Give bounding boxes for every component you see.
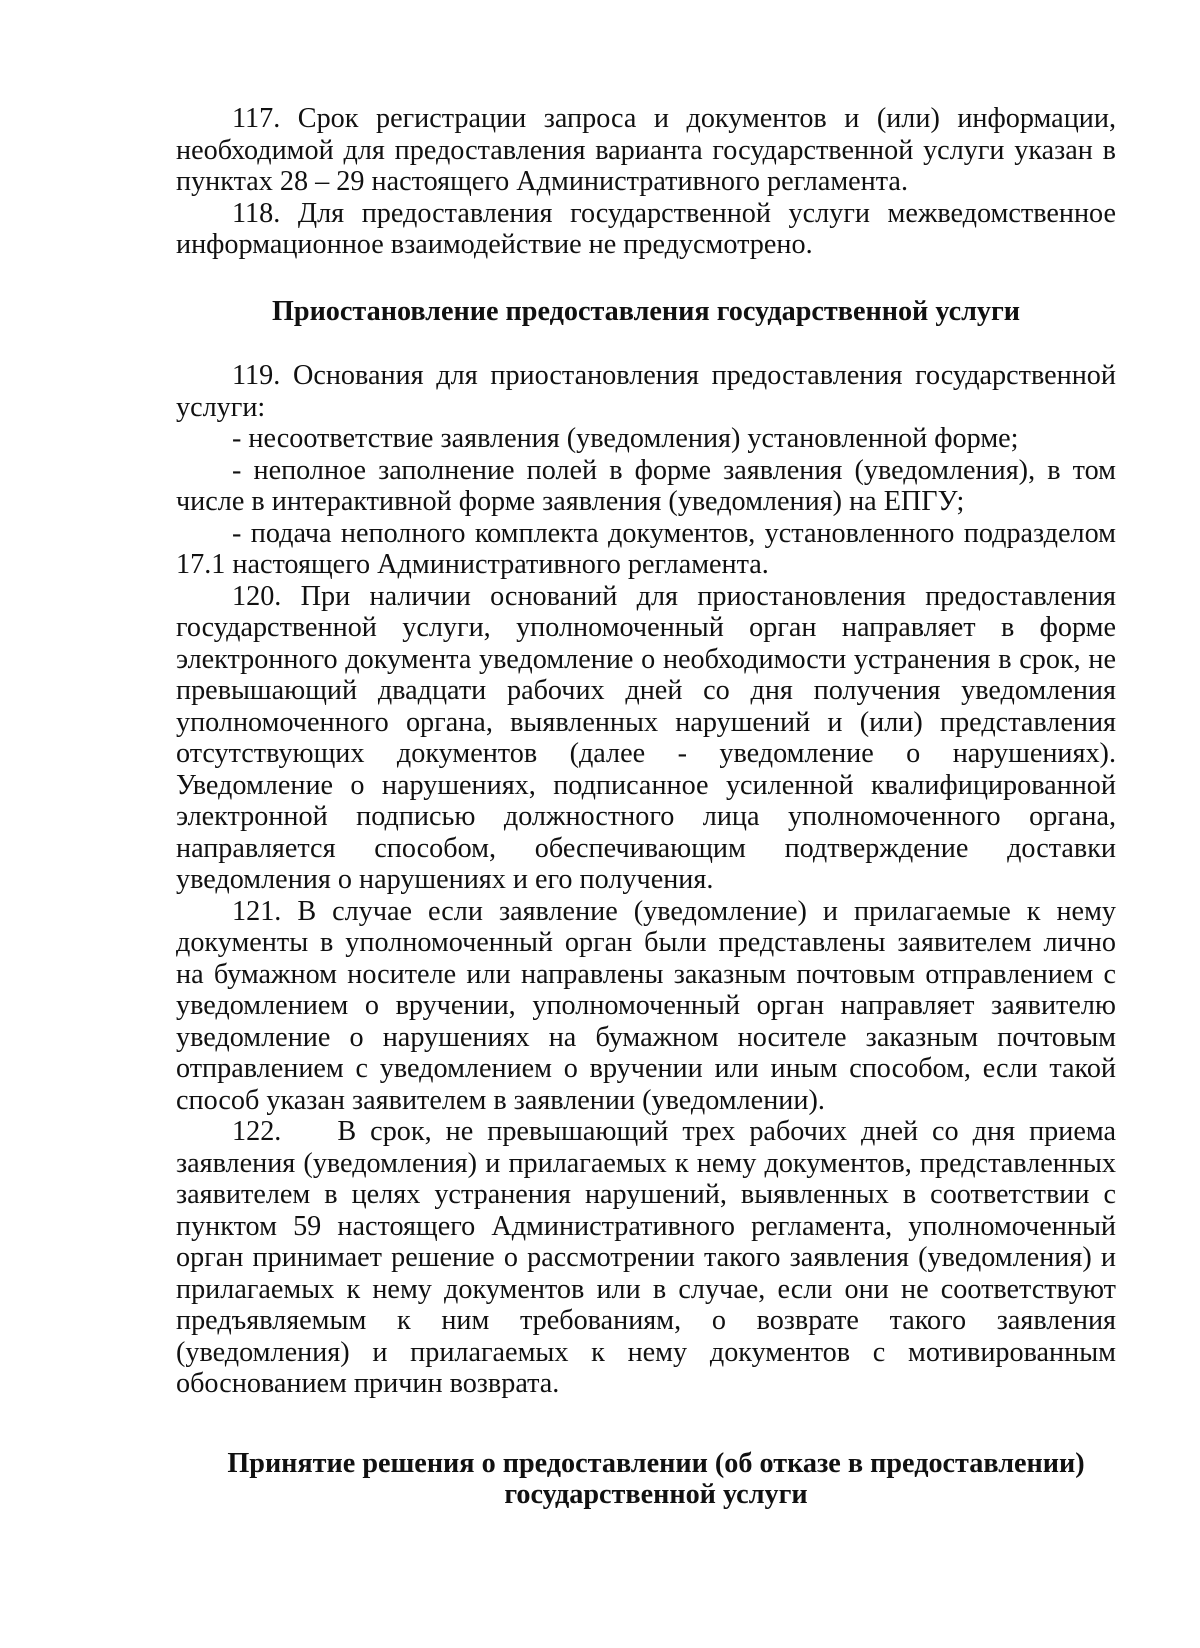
- document-body: [176, 103, 1124, 1511]
- section-heading-decision-line2: государственной услуги: [504, 1479, 808, 1510]
- section-heading-suspension: Приостановление предоставления государственной услуги: [271, 295, 1021, 327]
- bullet-item: - неполное заполнение полей в форме заявления (уведомления), в том числе в интерактивной форме заявления (уведомления) на ЕПГУ;: [176, 454, 1116, 517]
- paragraph-121: 121. В случае если заявление (уведомление) и прилагаемые к нему документы в уполномоченный орган были представлены заявителем лично на бумажном носителе или направлены заказным почтовым отправлением с уведомлением о вручении, уполномоченный орган направляет заявителю уведомление о нарушениях на бумажном носителе заказным почтовым отправлением с уведомлением о вручении или иным способом, если такой способ указан заявителем в заявлении (уведомлении).: [176, 895, 1116, 1116]
- bullet-item: - несоответствие заявления (уведомления) установленной форме;: [232, 423, 1019, 454]
- paragraph-120: 120. При наличии оснований для приостановления предоставления государственной услуги, уполномоченный орган направляет в форме электронного документа уведомление о необходимости устранения в срок, не превышающий двадцати рабочих дней со дня получения уведомления уполномоченного органа, выявленных нарушений и (или) представления отсутствующих документов (далее - уведомление о нарушениях). Уведомление о нарушениях, подписанное усиленной квалифицированной электронной подписью должностного лица уполномоченного органа, направляется способом, обеспечивающим подтверждение доставки уведомления о нарушениях и его получения.: [176, 580, 1116, 895]
- paragraph-119: 119. Основания для приостановления предоставления государственной услуги:: [176, 360, 1116, 423]
- section-heading-decision-line1: Принятие решения о предоставлении (об отказе в предоставлении): [227, 1447, 1085, 1479]
- bullet-item: - подача неполного комплекта документов, установленного подразделом 17.1 настоящего Административного регламента.: [176, 517, 1116, 580]
- section-heading-decision: [176, 1448, 1116, 1511]
- paragraph-118: 118. Для предоставления государственной услуги межведомственное информационное взаимодействие не предусмотрено.: [176, 197, 1116, 260]
- paragraph-117: 117. Срок регистрации запроса и документов и (или) информации, необходимой для предоставления варианта государственной услуги указан в пунктах 28 – 29 настоящего Административного регламента.: [176, 103, 1116, 197]
- paragraph-122: 122. В срок, не превышающий трех рабочих дней со дня приема заявления (уведомления) и прилагаемых к нему документов, представленных заявителем в целях устранения нарушений, выявленных в соответствии с пунктом 59 настоящего Административного регламента, уполномоченный орган принимает решение о рассмотрении такого заявления (уведомления) и прилагаемых к нему документов или в случае, если они не соответствуют предъявляемым к ним требованиям, о возврате такого заявления (уведомления) и прилагаемых к нему документов с мотивированным обоснованием причин возврата.: [176, 1116, 1124, 1399]
